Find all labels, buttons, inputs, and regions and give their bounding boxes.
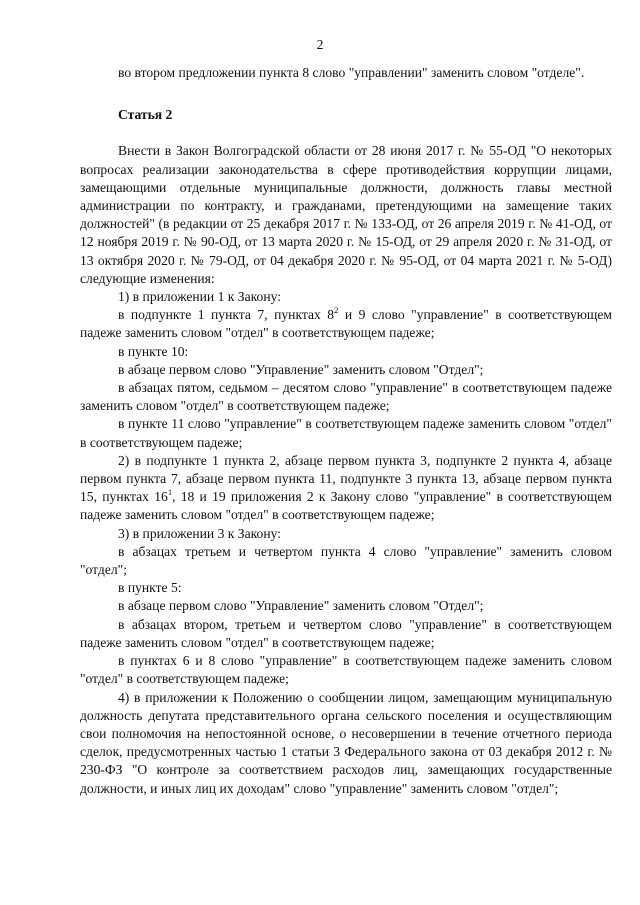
item-3-point-5: в пункте 5:: [118, 580, 182, 596]
item-1-sub-7: [80, 306, 612, 342]
item-4: 4) в приложении к Положению о сообщении лицом, замещающим муниципальную должность депутата представительного органа сельского поселения и осуществляющим свои полномочия на непостоянной основе, о несовершении в течение отчетного периода сделок, предусмотренных частью 1 статьи 3 Федерального закона от 03 декабря 2012 г. № 230-ФЗ "О контроле за соответствием расходов лиц, замещающих государственные должности, и иных лиц их доходам" слово "управление" заменить словом "отдел";: [80, 689, 612, 796]
superscript: 2: [334, 304, 339, 315]
intro-paragraph: во втором предложении пункта 8 слово "управлении" заменить словом "отделе".: [118, 65, 585, 80]
item-1: 1) в приложении 1 к Закону:: [118, 289, 282, 305]
page-number: 2: [316, 37, 324, 52]
item-3-point-5-a: в абзаце первом слово "Управление" заменить словом "Отдел";: [118, 598, 484, 614]
text-fragment: 2) в подпункте 1 пункта 2, абзаце первом пункта 3, подпункте 2 пункта 4, абзаце первом пункта 7, абзаце первом пункта 11, подпункте 3 пункта 13, абзаце первом пункта 15, пунктах 16: [80, 452, 612, 505]
item-3-point-5-b: в абзацах втором, третьем и четвертом слово "управление" в соответствующем падеже заменить словом "отдел" в соответствующем падеже;: [80, 616, 612, 650]
main-paragraph: Внести в Закон Волгоградской области от 28 июня 2017 г. № 55-ОД "О некоторых вопросах реализации законодательства в сфере противодействия коррупции лицами, замещающими отдельные муниципальные должности, должность главы местной администрации по контракту, и гражданами, претендующими на замещение таких должностей" (в редакции от 25 декабря 2017 г. № 133-ОД, от 26 апреля 2019 г. № 41-ОД, от 12 ноября 2019 г. № 90-ОД, от 13 марта 2020 г. № 15-ОД, от 29 апреля 2020 г. № 31-ОД, от 13 октября 2020 г. № 79-ОД, от 04 декабря 2020 г. № 95-ОД, от 04 марта 2021 г. № 5-ОД) следующие изменения:: [80, 143, 612, 286]
article-heading: Статья 2: [118, 107, 173, 123]
item-1-point-10-a: в абзаце первом слово "Управление" заменить словом "Отдел";: [118, 361, 484, 377]
superscript: 1: [167, 486, 173, 497]
item-3-points-6-8: в пунктах 6 и 8 слово "управление" в соответствующем падеже заменить словом "отдел" в соответствующем падеже;: [80, 653, 612, 687]
document-body: [80, 64, 612, 798]
text-fragment: в подпункте 1 пункта 7, пунктах 8: [118, 307, 335, 323]
item-1-point-10-b: в абзацах пятом, седьмом – десятом слово "управление" в соответствующем падеже заменить словом "отдел" в соответствующем падеже;: [80, 380, 612, 414]
item-1-point-11: в пункте 11 слово "управление" в соответствующем падеже заменить словом "отдел" в соответствующем падеже;: [80, 416, 612, 450]
item-1-point-10: в пункте 10:: [118, 343, 189, 359]
item-2: [80, 452, 612, 525]
item-3-point-4: в абзацах третьем и четвертом пункта 4 слово "управление" заменить словом "отдел";: [80, 543, 612, 578]
text-fragment: , 18 и 19 приложения 2 к Закону слово "управление" в соответствующем падеже заменить словом "отдел" в соответствующем падеже;: [80, 489, 613, 523]
item-3: 3) в приложении 3 к Закону:: [118, 525, 282, 541]
text-fragment: и 9 слово "управление" в соответствующем падеже заменить словом "отдел" в соответствующем падеже;: [80, 307, 613, 341]
